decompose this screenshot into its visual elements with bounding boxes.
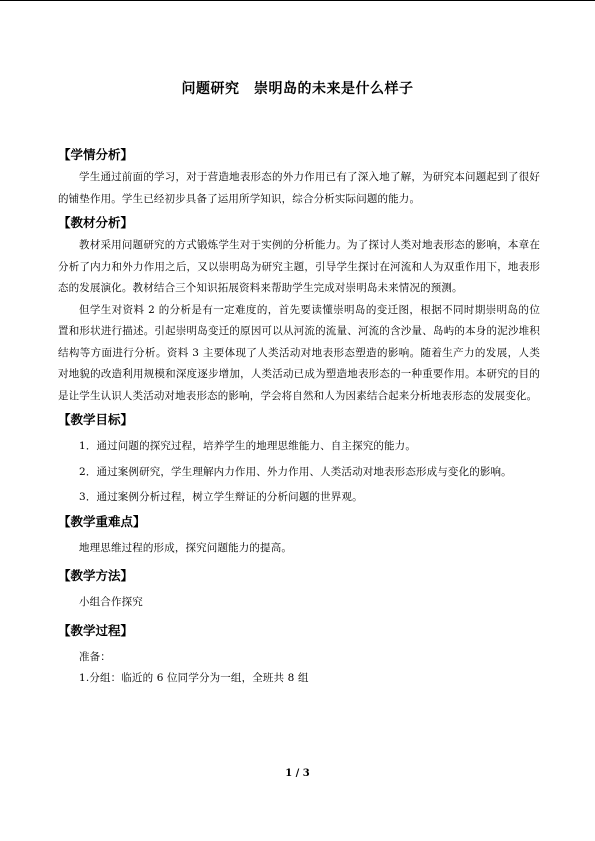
paragraph: 教材采用问题研究的方式锻炼学生对于实例的分析能力。为了探讨人类对地表形态的影响，本章在分析了内力和外力作用之后，又以崇明岛为研究主题，引导学生探讨在河流和人为双重作用下，地表形态的发展演化。教材结合三个知识拓展资料来帮助学生完成对崇明岛未来情况的预测。 <box>58 239 540 294</box>
paragraph: 小组合作探究 <box>79 596 143 608</box>
paragraph: 地理思维过程的形成，探究问题能力的提高。 <box>79 541 292 554</box>
section-heading-process: 【教学过程】 <box>58 622 134 638</box>
objective-item: 1．通过问题的探究过程，培养学生的地理思维能力、自主探究的能力。 <box>79 440 416 452</box>
page-title: 问题研究 崇明岛的未来是什么样子 <box>181 81 414 97</box>
top-rule <box>0 0 595 1</box>
document-body <box>58 142 540 690</box>
page-number: 1 / 3 <box>285 768 310 779</box>
paragraph: 但学生对资料 2 的分析是有一定难度的，首先要读懂崇明岛的变迁图，根据不同时期崇明岛的位置和形状进行描述。引起崇明岛变迁的原因可以从河流的流量、河流的含沙量、岛屿的本身的泥沙堆积结构等方面进行分析。资料 3 主要体现了人类活动对地表形态塑造的影响。随着生产力的发展，人类对地貌的改造利用规模和深度逐步增加，人类活动已成为塑造地表形态的一种重要作用。本研究的目的是让学生认识人类活动对地表形态的影响，学会将自然和人为因素结合起来分析地表形态的发展变化。 <box>58 303 540 402</box>
section-heading-methods: 【教学方法】 <box>58 568 134 583</box>
section-heading-objectives: 【教学目标】 <box>58 412 134 427</box>
objective-item: 3．通过案例分析过程，树立学生辩证的分析问题的世界观。 <box>79 491 363 503</box>
section-heading-learner-analysis: 【学情分析】 <box>58 147 134 162</box>
objective-item: 2．通过案例研究，学生理解内力作用、外力作用、人类活动对地表形态形成与变化的影响。 <box>79 465 512 478</box>
prep-label: 准备： <box>79 650 111 663</box>
section-heading-key-points: 【教学重难点】 <box>58 513 146 529</box>
paragraph: 学生通过前面的学习，对于营造地表形态的外力作用已有了深入地了解，为研究本问题起到了很好的铺垫作用。学生已经初步具备了运用所学知识，综合分析实际问题的能力。 <box>58 171 540 205</box>
process-step: 1.分组：临近的 6 位同学分为一组，全班共 8 组 <box>79 672 309 684</box>
section-heading-textbook-analysis: 【教材分析】 <box>58 215 134 230</box>
